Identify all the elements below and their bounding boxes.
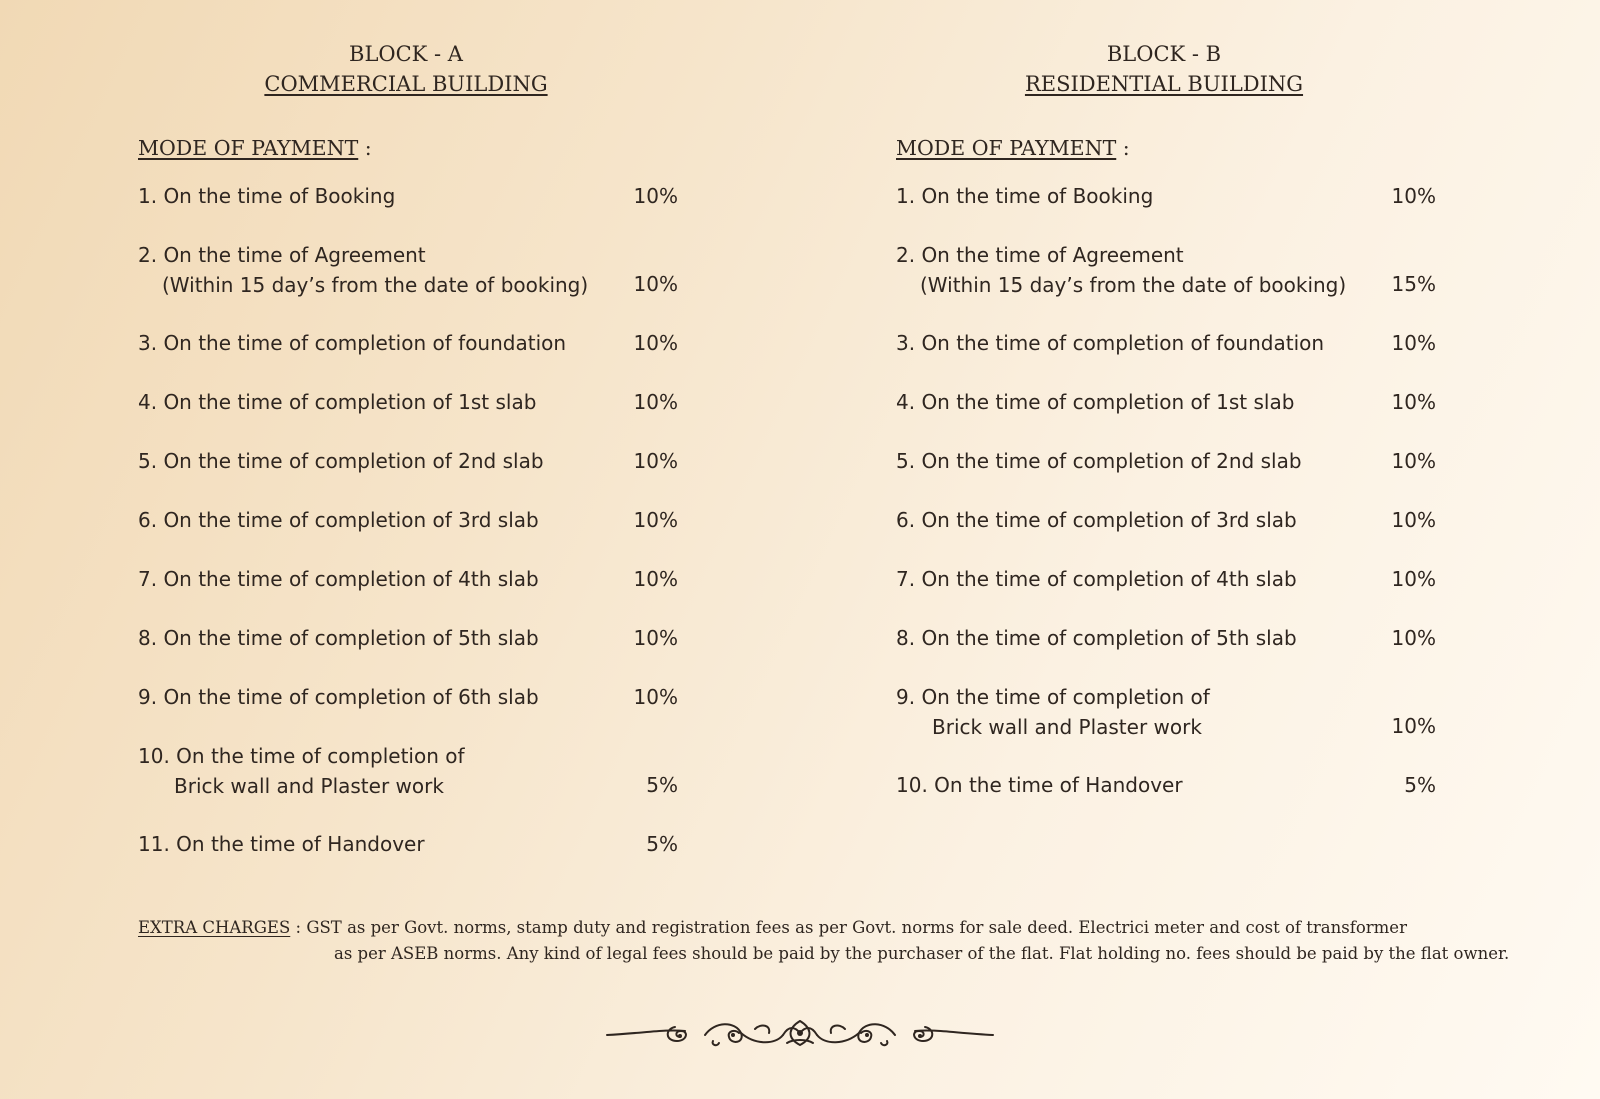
block-b-item-9-subtext: Brick wall and Plaster work [932,715,1202,739]
block-b-mode-label: MODE OF PAYMENT [896,136,1117,160]
block-a-item-5-text: 5. On the time of completion of 2nd slab [138,449,544,473]
block-b-item-5-text: 5. On the time of completion of 2nd slab [896,449,1302,473]
block-a-item-6-text: 6. On the time of completion of 3rd slab [138,508,539,532]
block-a-item-3-pct: 10% [633,331,678,355]
ornamental-flourish-icon [605,1015,995,1055]
extra-charges-colon: : [290,918,307,937]
block-a-item-10-pct: 5% [646,773,678,797]
block-a-item-3-text: 3. On the time of completion of foundation [138,331,567,355]
block-a-mode-label: MODE OF PAYMENT [138,136,359,160]
block-a-subtitle: COMMERCIAL BUILDING [264,72,548,96]
block-a-item-5-pct: 10% [633,449,678,473]
block-a-item-8-text: 8. On the time of completion of 5th slab [138,626,539,650]
block-b-item-2-subtext: (Within 15 day’s from the date of booking) [920,273,1347,297]
block-b-item-8-pct: 10% [1391,626,1436,650]
block-b-item-5-pct: 10% [1391,449,1436,473]
block-b-item-1-text: 1. On the time of Booking [896,184,1154,208]
block-b-item-10-text: 10. On the time of Handover [896,773,1183,797]
block-a-title: BLOCK - A [349,42,463,66]
block-a-item-2-pct: 10% [633,272,678,296]
block-b-item-4-text: 4. On the time of completion of 1st slab [896,390,1295,414]
extra-charges [138,915,1518,967]
block-b-item-7-pct: 10% [1391,567,1436,591]
block-a-item-11-pct: 5% [646,832,678,856]
block-a-mode-heading [138,136,372,160]
block-a-item-9-pct: 10% [633,685,678,709]
extra-charges-line1: GST as per Govt. norms, stamp duty and registration fees as per Govt. norms for sale deed. Electrici meter and cost of transformer [306,918,1407,937]
block-a-item-7-pct: 10% [633,567,678,591]
block-b-item-7-text: 7. On the time of completion of 4th slab [896,567,1297,591]
extra-charges-line2: as per ASEB norms. Any kind of legal fees should be paid by the purchaser of the flat. Flat holding no. fees should be paid by the flat owner. [334,944,1510,963]
block-a-item-1-text: 1. On the time of Booking [138,184,396,208]
block-a-item-1-pct: 10% [633,184,678,208]
block-a-item-7-text: 7. On the time of completion of 4th slab [138,567,539,591]
block-b-mode-colon: : [1116,136,1130,160]
block-b-item-6-text: 6. On the time of completion of 3rd slab [896,508,1297,532]
block-a-item-2-subtext: (Within 15 day’s from the date of booking) [162,273,589,297]
block-a-item-2-text: 2. On the time of Agreement [138,243,426,267]
block-b-item-4-pct: 10% [1391,390,1436,414]
block-a-item-4-pct: 10% [633,390,678,414]
block-b-item-1-pct: 10% [1391,184,1436,208]
extra-charges-label: EXTRA CHARGES [138,918,291,937]
block-b-subtitle: RESIDENTIAL BUILDING [1024,72,1304,96]
block-b-item-6-pct: 10% [1391,508,1436,532]
block-b-item-3-pct: 10% [1391,331,1436,355]
block-b-item-2-pct: 15% [1391,272,1436,296]
block-b-item-3-text: 3. On the time of completion of foundation [896,331,1325,355]
block-b-item-2-text: 2. On the time of Agreement [896,243,1184,267]
block-b-item-9-text: 9. On the time of completion of [896,685,1210,709]
block-a-item-8-pct: 10% [633,626,678,650]
block-b-item-10-pct: 5% [1404,773,1436,797]
block-a-item-10-text: 10. On the time of completion of [138,744,465,768]
block-b-heading [884,39,1444,99]
block-a-heading [126,39,686,99]
block-a-item-9-text: 9. On the time of completion of 6th slab [138,685,539,709]
block-b-item-9-pct: 10% [1391,714,1436,738]
block-a-item-11-text: 11. On the time of Handover [138,832,425,856]
block-a-item-6-pct: 10% [633,508,678,532]
block-b-title: BLOCK - B [1106,42,1222,66]
block-a-mode-colon: : [358,136,372,160]
block-b-mode-heading [896,136,1130,160]
block-a-item-10-subtext: Brick wall and Plaster work [174,774,444,798]
block-b-item-8-text: 8. On the time of completion of 5th slab [896,626,1297,650]
block-a-item-4-text: 4. On the time of completion of 1st slab [138,390,537,414]
